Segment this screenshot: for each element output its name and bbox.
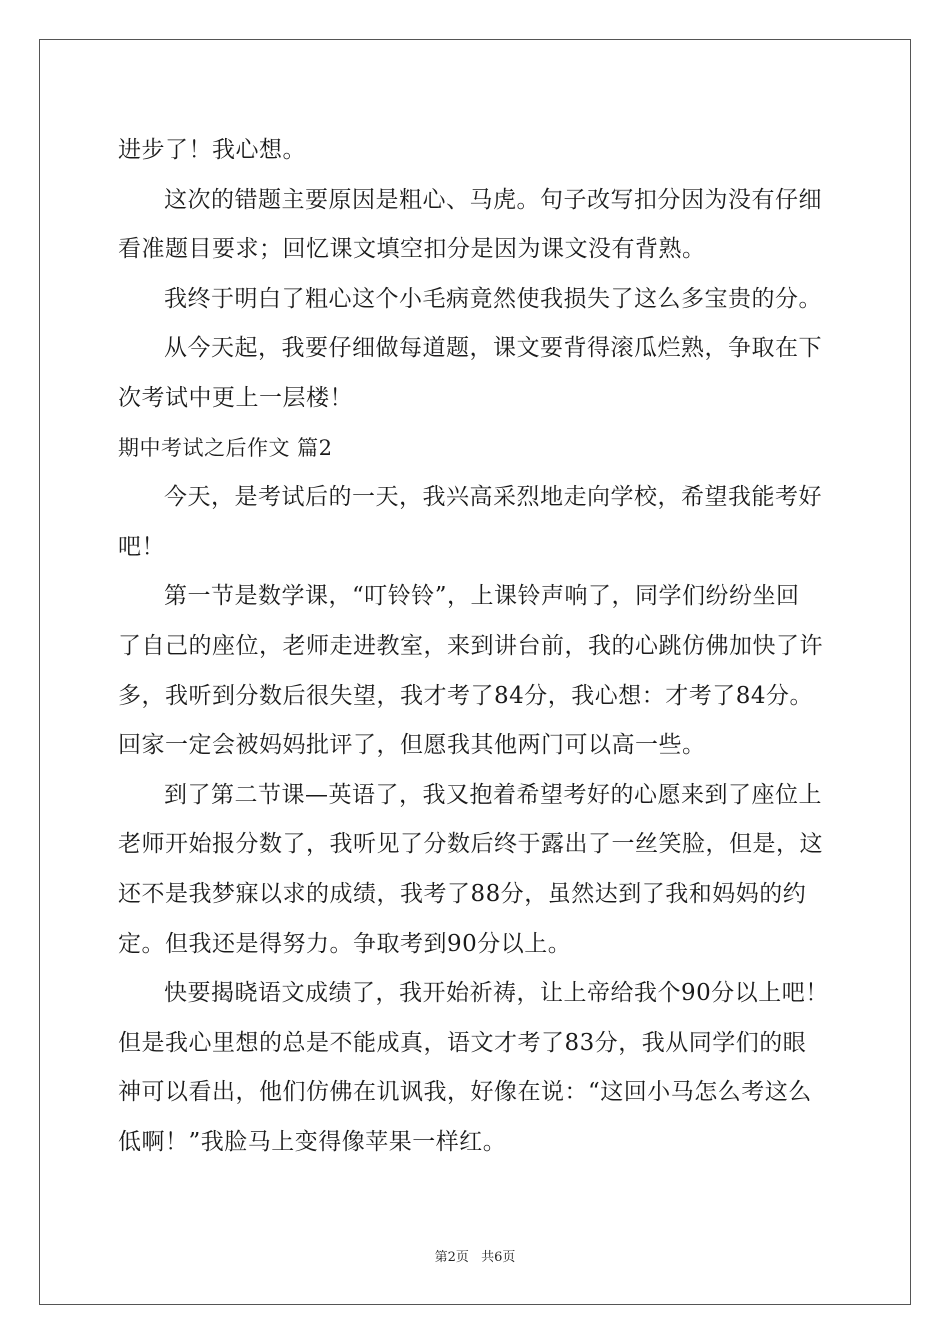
- text-line: 定。但我还是得努力。争取考到90分以上。: [118, 930, 572, 957]
- text-line: 但是我心里想的总是不能成真，语文才考了83分，我从同学们的眼: [118, 1029, 807, 1056]
- text-line: 这次的错题主要原因是粗心、马虎。句子改写扣分因为没有仔细: [164, 186, 822, 213]
- text-line: 神可以看出，他们仿佛在讥讽我，好像在说：“这回小马怎么考这么: [118, 1079, 812, 1106]
- document-body: [118, 126, 838, 1167]
- text-line: 今天，是考试后的一天，我兴高采烈地走向学校，希望我能考好: [164, 484, 822, 511]
- text-line: 回家一定会被妈妈批评了，但愿我其他两门可以高一些。: [118, 732, 706, 759]
- text-line: 次考试中更上一层楼！: [118, 384, 353, 411]
- text-line: 了自己的座位，老师走进教室，来到讲台前，我的心跳仿佛加快了许: [118, 632, 823, 659]
- text-line: 多，我听到分数后很失望，我才考了84分，我心想：才考了84分。: [118, 682, 814, 709]
- text-line: 第一节是数学课，“叮铃铃”，上课铃声响了，同学们纷纷坐回: [164, 583, 800, 610]
- text-line: 还不是我梦寐以求的成绩，我考了88分，虽然达到了我和妈妈的约: [118, 880, 807, 907]
- text-line: 吧！: [118, 533, 165, 560]
- text-line: 从今天起，我要仔细做每道题，课文要背得滚瓜烂熟，争取在下: [164, 335, 822, 362]
- text-line: 我终于明白了粗心这个小毛病竟然使我损失了这么多宝贵的分。: [164, 285, 822, 312]
- page-number: 第2页: [434, 1250, 469, 1265]
- text-line: 快要揭晓语文成绩了，我开始祈祷，让上帝给我个90分以上吧！: [164, 980, 829, 1007]
- text-line: 看准题目要求；回忆课文填空扣分是因为课文没有背熟。: [118, 236, 706, 263]
- text-line: 进步了！我心想。: [118, 137, 306, 163]
- text-line: 老师开始报分数了，我听见了分数后终于露出了一丝笑脸，但是，这: [118, 831, 823, 858]
- text-line: 低啊！”我脸马上变得像苹果一样红。: [118, 1128, 507, 1155]
- page-total: 共6页: [481, 1250, 516, 1265]
- page-footer: [0, 1246, 950, 1265]
- section-heading: 期中考试之后作文 篇2: [118, 435, 333, 460]
- text-line: 到了第二节课—英语了，我又抱着希望考好的心愿来到了座位上: [164, 781, 822, 808]
